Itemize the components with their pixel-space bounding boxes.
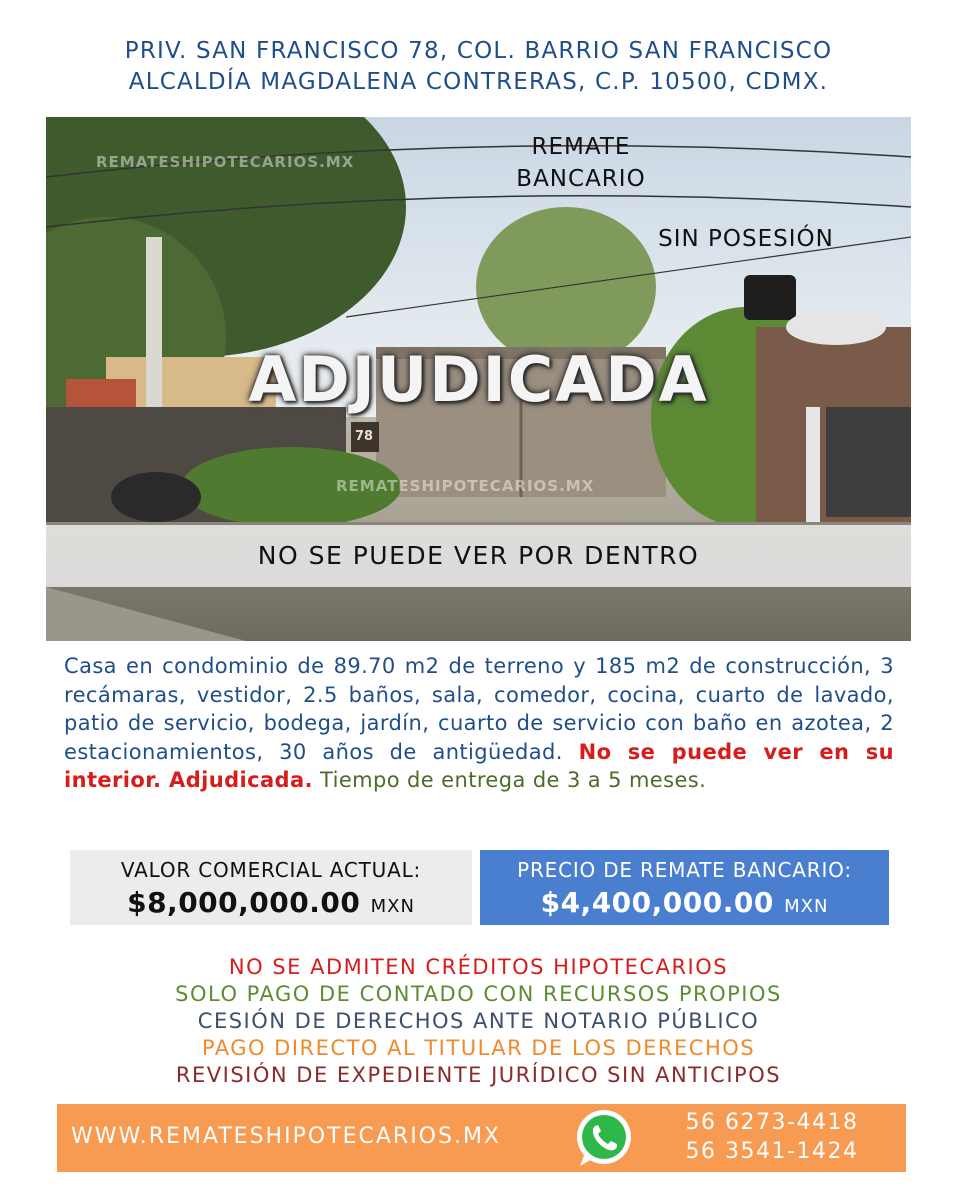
sin-posesion-label: SIN POSESIÓN [658, 226, 834, 252]
property-address [0, 36, 957, 98]
condition-item: CESIÓN DE DERECHOS ANTE NOTARIO PÚBLICO [197, 1009, 760, 1033]
watermark-bottom: REMATESHIPOTECARIOS.MX [336, 477, 595, 495]
phone-2[interactable]: 56 3541-1424 [685, 1139, 859, 1164]
website-link[interactable]: WWW.REMATESHIPOTECARIOS.MX [71, 1124, 502, 1149]
no-interior-banner: NO SE PUEDE VER POR DENTRO [46, 525, 911, 587]
condition-item: REVISIÓN DE EXPEDIENTE JURÍDICO SIN ANTICIPOS [175, 1063, 782, 1087]
currency-label: MXN [370, 896, 415, 917]
description-warning: No se puede ver en su interior. Adjudicada. [64, 739, 894, 792]
commercial-value: $8,000,000.00 MXN [127, 886, 415, 919]
phone-1[interactable]: 56 6273-4418 [685, 1110, 859, 1135]
currency-label: MXN [784, 896, 829, 917]
auction-price: $4,400,000.00 MXN [540, 886, 829, 919]
phone-numbers [657, 1108, 887, 1166]
condition-item: NO SE ADMITEN CRÉDITOS HIPOTECARIOS [228, 955, 729, 979]
property-photo [46, 117, 911, 641]
description-main: Casa en condominio de 89.70 m2 de terreno y 185 m2 de construcción, 3 recámaras, vestidor, 2.5 baños, sala, comedor, cocina, cuarto de lavado, patio de servicio, bodega, jardín, cuarto de servicio con baño en azotea, 2 estacionamientos, 30 años de antigüedad. [64, 654, 894, 764]
remate-bancario-label: REMATE BANCARIO [516, 134, 646, 192]
whatsapp-icon[interactable] [572, 1106, 636, 1170]
address-line-2: ALCALDÍA MAGDALENA CONTRERAS, C.P. 10500, CDMX. [128, 69, 829, 95]
house-number: 78 [355, 429, 374, 444]
watermark-top: REMATESHIPOTECARIOS.MX [96, 153, 355, 171]
commercial-value-box [70, 850, 472, 925]
condition-item: PAGO DIRECTO AL TITULAR DE LOS DERECHOS [201, 1036, 756, 1060]
condition-item: SOLO PAGO DE CONTADO CON RECURSOS PROPIOS [175, 982, 782, 1006]
auction-price-box [480, 850, 889, 925]
contact-footer [57, 1104, 906, 1172]
commercial-value-label: VALOR COMERCIAL ACTUAL: [120, 858, 422, 882]
sale-conditions [0, 954, 957, 1089]
property-description [64, 652, 894, 795]
adjudicada-overlay: ADJUDICADA [248, 343, 709, 416]
address-line-1: PRIV. SAN FRANCISCO 78, COL. BARRIO SAN FRANCISCO [124, 38, 833, 64]
auction-price-label: PRECIO DE REMATE BANCARIO: [517, 858, 852, 882]
description-delivery: Tiempo de entrega de 3 a 5 meses. [312, 768, 707, 792]
